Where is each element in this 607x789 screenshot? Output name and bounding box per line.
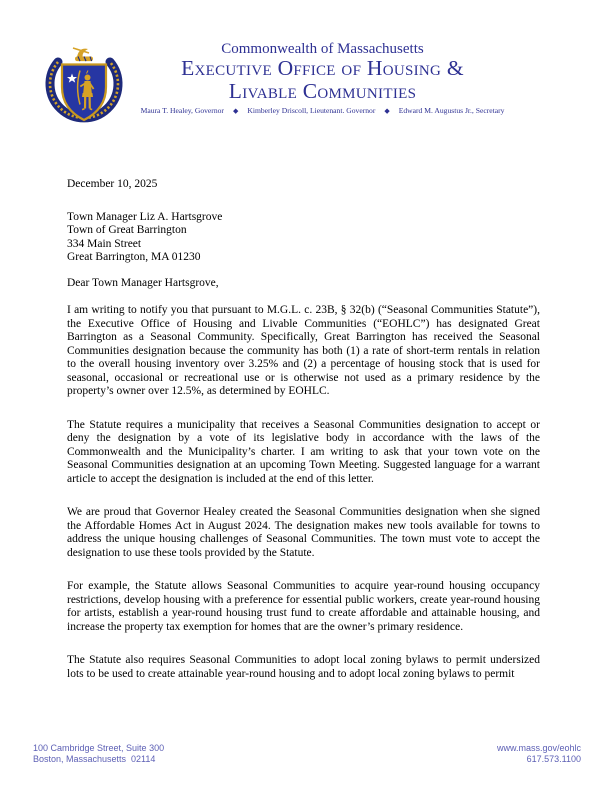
recipient-town: Town of Great Barrington — [67, 224, 187, 236]
recipient-city-state-zip: Great Barrington, MA 01230 — [67, 251, 201, 263]
paragraph-vote-requirement: The Statute requires a municipality that receives a Seasonal Communities designation to accept or deny the designation by a vote of its legislative body in accordance with the laws of the Commonwealth and the Municipality’s charter. I am writing to ask that your town vote on the Seasonal Communities designation at an upcoming Town Meeting. Suggested language for a warrant article to accept the designation is included at the end of this letter. — [67, 418, 540, 485]
officials-line — [38, 106, 607, 116]
paragraph-designation-notice: I am writing to notify you that pursuant to M.G.L. c. 23B, § 32(b) (“Seasonal Communities Statute”), the Executive Office of Housing and Livable Communities (“EOHLC”) has designated Great Barrington as a Seasonal Community. Specifically, Great Barrington has received the Seasonal Communities designation because the community has both (1) a rate of short-term rentals in relation to the overall housing inventory over 3.25% and (2) a percentage of housing stock that is used for seasonal, occasional or recreational use or is otherwise not used as a primary residence by the property’s owner over 12.5%, as determined by EOHLC. — [67, 304, 540, 397]
footer-address — [33, 743, 164, 765]
lt-governor-name: Kimberley Driscoll, Lieutenant. Governor — [247, 106, 376, 115]
governor-name: Maura T. Healey, Governor — [140, 106, 224, 115]
salutation: Dear Town Manager Hartsgrove, — [67, 276, 219, 289]
paragraph-affordable-homes-act: We are proud that Governor Healey created the Seasonal Communities designation when she signed the Affordable Homes Act in August 2024. The designation makes new tools available for towns to address the unique housing challenges of Seasonal Communities. The town must vote to accept the designation to use these tools provided by the Statute. — [67, 506, 540, 559]
recipient-address — [67, 211, 540, 265]
footer-contact — [497, 743, 581, 765]
letterhead-text — [38, 41, 607, 116]
org-name-commonwealth: Commonwealth of Massachusetts — [221, 41, 424, 57]
diamond-separator-icon: ◆ — [384, 106, 390, 115]
recipient-name: Town Manager Liz A. Hartsgrove — [67, 210, 223, 223]
diamond-separator-icon: ◆ — [232, 106, 239, 115]
letter-footer — [33, 743, 581, 765]
org-name-line3: Livable Communities — [228, 79, 417, 103]
paragraph-statute-tools: For example, the Statute allows Seasonal Communities to acquire year-round housing occupancy restrictions, develop housing with a preference for essential public workers, create year-round housing for artists, establish a year-round housing trust fund to create affordable and attainable housing, and increase the property tax exemption for homes that are the owner’s primary residence. — [67, 580, 540, 633]
paragraph-zoning-bylaws: The Statute also requires Seasonal Communities to adopt local zoning bylaws to permit undersized lots to be used to create attainable year-round housing and to adopt local zoning bylaws to permit — [67, 654, 540, 680]
letter-date: December 10, 2025 — [67, 178, 158, 190]
footer-phone: 617.573.1100 — [526, 754, 581, 764]
secretary-name: Edward M. Augustus Jr., Secretary — [398, 106, 505, 115]
org-name-line2: Executive Office of Housing & — [181, 56, 464, 80]
footer-website: www.mass.gov/eohlc — [496, 743, 581, 753]
footer-street: 100 Cambridge Street, Suite 300 — [33, 743, 165, 753]
recipient-street: 334 Main Street — [67, 237, 142, 250]
footer-city: Boston, Massachusetts 02114 — [33, 754, 156, 764]
letter-body — [67, 178, 540, 701]
